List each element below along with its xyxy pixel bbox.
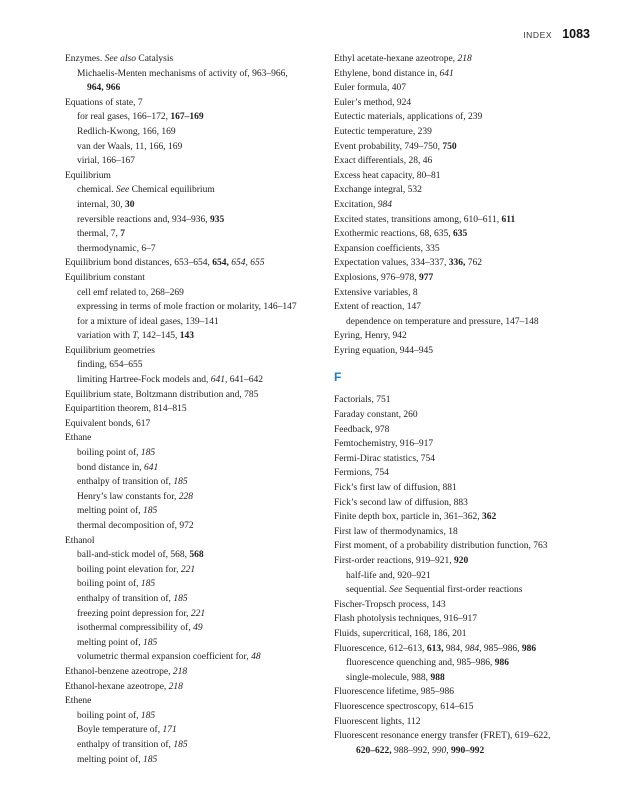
entry-text: single-molecule, 988, <box>346 672 431 683</box>
page-ref-bold: 362 <box>482 512 497 523</box>
entry-text: Fluorescence lifetime, 985–986 <box>334 687 455 698</box>
entry-text: Eyring, Henry, 942 <box>334 331 407 342</box>
index-subentry <box>65 67 330 82</box>
entry-text: enthalpy of transition of, <box>77 477 174 488</box>
entry-text: Expectation values, 334–337, <box>334 258 449 269</box>
entry-text: Euler formula, 407 <box>334 83 407 94</box>
index-entry <box>65 534 330 549</box>
page-ref-italic: 221 <box>190 608 206 619</box>
index-subentry <box>334 671 594 686</box>
index-subentry <box>334 583 594 598</box>
index-subentry <box>65 329 330 344</box>
index-subentry <box>65 709 330 724</box>
index-entry-continuation <box>334 744 594 759</box>
page-ref-italic: 49 <box>193 623 203 634</box>
index-entry <box>334 169 594 184</box>
index-subentry <box>65 621 330 636</box>
entry-text: Boyle temperature of, <box>77 725 163 736</box>
index-entry <box>334 627 594 642</box>
page-ref-italic: 171 <box>162 725 177 736</box>
entry-text: Ethanol <box>65 535 95 546</box>
page-ref-bold: 167–169 <box>170 112 204 123</box>
entry-text: Fluorescent lights, 112 <box>334 716 421 727</box>
index-entry <box>334 81 594 96</box>
page-ref-italic: 185 <box>173 739 188 750</box>
page-ref-bold: 611 <box>501 214 516 225</box>
entry-text: Faraday constant, 260 <box>334 410 418 421</box>
entry-text: boiling point of, <box>77 579 141 590</box>
page-ref-italic: See also <box>104 54 136 64</box>
running-header-label: INDEX <box>523 30 553 40</box>
entry-text: half-life and, 920–921 <box>346 570 431 581</box>
entry-text: thermodynamic, 6–7 <box>77 243 156 254</box>
index-entry <box>334 539 594 554</box>
page-ref-bold: 920 <box>454 556 469 566</box>
index-entry <box>334 110 594 125</box>
index-entry <box>65 271 330 286</box>
entry-text: Ethanol-hexane azeotrope, <box>65 681 169 692</box>
index-subentry <box>65 154 330 169</box>
index-column-left <box>65 52 330 767</box>
page-ref-italic: 984 <box>377 199 393 210</box>
entry-text: limiting Hartree-Fock models and, <box>77 375 211 386</box>
index-entry <box>65 169 330 184</box>
entry-text: Ethene <box>65 696 92 707</box>
index-subentry <box>65 592 330 607</box>
entry-text: First law of thermodynamics, 18 <box>334 526 458 537</box>
entry-text: 984, <box>443 643 465 654</box>
entry-text: Extensive variables, 8 <box>334 287 418 298</box>
entry-text: Catalysis <box>135 54 174 64</box>
index-subentry <box>65 227 330 242</box>
index-subentry <box>65 286 330 301</box>
index-entry <box>334 700 594 715</box>
index-entry <box>334 437 594 452</box>
page-ref-bold: 635 <box>452 229 468 240</box>
index-entry <box>334 612 594 627</box>
entry-text: Equilibrium state, Boltzmann distribution and, 785 <box>65 389 259 400</box>
page-ref-italic: 221 <box>180 564 196 575</box>
index-entry <box>334 271 594 286</box>
index-entry-continuation <box>65 81 330 96</box>
index-entry <box>334 242 594 257</box>
entry-text: Exchange integral, 532 <box>334 185 422 196</box>
entry-text: for real gases, 166–172, <box>77 112 171 123</box>
index-subentry <box>65 140 330 155</box>
entry-text: Michaelis-Menten mechanisms of activity of, 963–966, <box>77 68 288 79</box>
index-entry <box>334 510 594 525</box>
entry-text: Eutectic temperature, 239 <box>334 126 432 137</box>
entry-text: Fluorescence spectroscopy, 614–615 <box>334 701 474 712</box>
index-entry <box>334 715 594 730</box>
entry-text: Fick’s first law of diffusion, 881 <box>334 483 457 494</box>
entry-text: Ethane <box>65 433 92 444</box>
index-entry <box>334 183 594 198</box>
page-ref-italic: 641 <box>439 68 454 79</box>
entry-text: bond distance in, <box>77 462 145 473</box>
index-entry <box>334 481 594 496</box>
page-ref-italic: 185 <box>142 754 158 765</box>
entry-text: Equivalent bonds, 617 <box>65 418 151 429</box>
index-entry <box>65 680 330 695</box>
index-entry <box>334 329 594 344</box>
index-subentry <box>65 753 330 768</box>
entry-text: Expansion coefficients, 335 <box>334 243 440 254</box>
entry-text: Euler’s method, 924 <box>334 97 412 108</box>
page-ref-bold: 336, <box>448 258 466 269</box>
entry-text: 985–986, <box>481 643 522 654</box>
page-ref-bold: 986 <box>494 658 510 669</box>
page-ref-italic: 218 <box>172 666 188 677</box>
entry-text: internal, 30, <box>77 199 126 210</box>
entry-text: thermal decomposition of, 972 <box>77 521 194 531</box>
entry-text: 641–642 <box>227 375 264 386</box>
entry-text: Excess heat capacity, 80–81 <box>334 170 441 181</box>
index-subentry <box>65 110 330 125</box>
entry-text: van der Waals, 11, 166, 169 <box>77 141 183 152</box>
index-entry <box>334 256 594 271</box>
index-subentry <box>65 577 330 592</box>
entry-text: Sequential first-order reactions <box>402 585 523 596</box>
index-entry <box>65 52 330 67</box>
index-subentry <box>65 213 330 228</box>
page-ref-bold: 964, 966 <box>87 83 121 94</box>
entry-text: Fermi-Dirac statistics, 754 <box>334 453 436 464</box>
index-entry <box>334 598 594 613</box>
entry-text: expressing in terms of mole fraction or molarity, 146–147 <box>77 302 297 313</box>
page-ref-italic: 185 <box>140 710 156 721</box>
running-header <box>523 27 590 41</box>
entry-text: Flash photolysis techniques, 916–917 <box>334 614 478 625</box>
entry-text: reversible reactions and, 934–936, <box>77 214 210 225</box>
entry-text: virial, 166–167 <box>77 156 136 167</box>
page-ref-italic: T, <box>132 331 140 342</box>
index-entry <box>334 496 594 511</box>
index-subentry <box>65 607 330 622</box>
entry-text: Extent of reaction, 147 <box>334 302 422 313</box>
index-entry <box>334 642 594 657</box>
page-ref-italic: 185 <box>173 477 188 488</box>
index-subentry <box>65 490 330 505</box>
index-entry <box>334 125 594 140</box>
index-entry <box>65 256 330 271</box>
entry-text: Fermions, 754 <box>334 468 389 479</box>
index-entry <box>334 344 594 359</box>
index-entry <box>334 452 594 467</box>
index-entry <box>334 300 594 315</box>
page-ref-italic: See <box>116 185 130 196</box>
page-ref-italic: 185 <box>142 637 158 648</box>
entry-text: cell emf related to, 268–269 <box>77 287 184 298</box>
entry-text: freezing point depression for, <box>77 608 191 619</box>
page-ref-italic: 218 <box>457 54 472 64</box>
page-ref-bold: 30 <box>125 199 135 210</box>
entry-text: variation with <box>77 331 133 342</box>
index-subentry <box>65 519 330 534</box>
page-ref-italic: 185 <box>142 506 158 517</box>
page-ref-italic: 641 <box>144 462 159 473</box>
index-subentry <box>334 315 594 330</box>
index-subentry <box>65 183 330 198</box>
entry-text: for a mixture of ideal gases, 139–141 <box>77 316 219 327</box>
entry-text: First moment, of a probability distribution function, 763 <box>334 541 548 552</box>
page-ref-italic: 218 <box>168 681 183 692</box>
entry-text: thermal, 7, <box>77 229 121 240</box>
index-subentry <box>65 636 330 651</box>
index-subentry <box>65 738 330 753</box>
entry-text: isothermal compressibility of, <box>77 623 194 634</box>
entry-text: Eyring equation, 944–945 <box>334 345 433 356</box>
entry-text: Finite depth box, particle in, 361–362, <box>334 512 483 523</box>
entry-text: Fischer-Tropsch process, 143 <box>334 599 446 610</box>
entry-text: Fluorescence, 612–613, <box>334 643 427 654</box>
index-subentry <box>65 358 330 373</box>
section-letter-heading: F <box>334 370 342 385</box>
index-entry <box>65 431 330 446</box>
entry-text: Chemical equilibrium <box>129 185 215 196</box>
index-entry <box>65 388 330 403</box>
entry-text: Femtochemistry, 916–917 <box>334 439 434 450</box>
entry-text: dependence on temperature and pressure, 147–148 <box>346 316 539 327</box>
page-ref-italic: 641, <box>210 375 228 386</box>
entry-text: Equilibrium <box>65 170 111 181</box>
entry-text: Exact differentials, 28, 46 <box>334 156 433 167</box>
index-subentry <box>65 504 330 519</box>
page-ref-bold: 977 <box>418 272 434 283</box>
page-ref-italic: 990, <box>432 745 449 756</box>
entry-text: Redlich-Kwong, 166, 169 <box>77 126 176 137</box>
index-entry <box>65 417 330 432</box>
entry-text: Ethyl acetate-hexane azeotrope, <box>334 54 458 64</box>
page-ref-bold: 613, <box>426 643 444 654</box>
index-subentry <box>65 125 330 140</box>
index-subentry <box>65 373 330 388</box>
entry-text: volumetric thermal expansion coefficient for, <box>77 652 252 663</box>
entry-text: Excitation, <box>334 199 378 210</box>
page-ref-italic: 185 <box>173 593 188 604</box>
index-entry <box>334 423 594 438</box>
entry-text: Ethanol-benzene azeotrope, <box>65 666 173 677</box>
page-ref-bold: 7 <box>120 229 126 240</box>
entry-text: boiling point elevation for, <box>77 564 181 575</box>
index-entry <box>334 67 594 82</box>
entry-text: chemical. <box>77 185 117 196</box>
entry-text: Fluids, supercritical, 168, 186, 201 <box>334 628 467 639</box>
index-entry <box>334 685 594 700</box>
entry-text: Equilibrium constant <box>65 272 145 283</box>
page-ref-bold: 935 <box>209 214 225 225</box>
entry-text: melting point of, <box>77 506 143 517</box>
entry-text: melting point of, <box>77 637 143 648</box>
entry-text: Eutectic materials, applications of, 239 <box>334 112 483 123</box>
index-entry <box>65 402 330 417</box>
entry-text: 988–992, <box>391 745 432 756</box>
index-subentry <box>65 461 330 476</box>
index-entry <box>334 52 594 67</box>
index-entry <box>334 96 594 111</box>
entry-text: enthalpy of transition of, <box>77 593 174 604</box>
entry-text: enthalpy of transition of, <box>77 739 174 750</box>
entry-text: boiling point of, <box>77 448 141 459</box>
index-entry <box>334 154 594 169</box>
index-subentry <box>65 198 330 213</box>
index-entry <box>334 227 594 242</box>
page-ref-bold: 750 <box>442 141 457 152</box>
entry-text: Explosions, 976–978, <box>334 272 419 283</box>
entry-text: Equipartition theorem, 814–815 <box>65 404 187 415</box>
index-entry <box>334 286 594 301</box>
entry-text: Factorials, 751 <box>334 395 391 406</box>
page-ref-italic: 228 <box>178 491 193 502</box>
entry-text: Fluorescent resonance energy transfer (FRET), 619–622, <box>334 731 551 742</box>
index-entry <box>334 198 594 213</box>
page-ref-italic: 185 <box>140 579 156 590</box>
entry-text: Enzymes. <box>65 54 105 64</box>
index-column-right <box>334 52 594 758</box>
index-subentry <box>65 563 330 578</box>
page-ref-italic: See <box>389 585 403 596</box>
entry-text: Exothermic reactions, 68, 635, <box>334 229 453 240</box>
entry-text: 142–145, <box>139 331 180 342</box>
index-entry <box>65 344 330 359</box>
entry-text: Fick’s second law of diffusion, 883 <box>334 497 468 508</box>
index-entry <box>334 466 594 481</box>
entry-text: Ethylene, bond distance in, <box>334 68 440 79</box>
entry-text: Equilibrium geometries <box>65 345 155 356</box>
index-subentry <box>65 548 330 563</box>
entry-text: Excited states, transitions among, 610–611, <box>334 214 502 225</box>
page-ref-bold: 143 <box>179 331 194 342</box>
page-ref-bold: 986 <box>521 643 537 654</box>
index-entry <box>65 96 330 111</box>
entry-text: First-order reactions, 919–921, <box>334 556 455 566</box>
page-ref-italic: 654, 655 <box>231 258 265 269</box>
index-entry <box>334 213 594 228</box>
page-ref-italic: 185 <box>140 448 156 459</box>
page-ref-bold: 990–992 <box>451 745 485 756</box>
entry-text: ball-and-stick model of, 568, <box>77 550 190 561</box>
index-subentry <box>65 300 330 315</box>
index-subentry <box>334 569 594 584</box>
page-ref-bold: 620–622, <box>356 745 392 756</box>
index-entry <box>334 525 594 540</box>
page-ref-bold: 654, <box>212 258 229 269</box>
entry-text: fluorescence quenching and, 985–986, <box>346 658 495 669</box>
index-subentry <box>65 446 330 461</box>
page-ref-italic: 48 <box>251 652 261 663</box>
page-number: 1083 <box>562 27 590 41</box>
index-subentry <box>65 723 330 738</box>
index-subentry <box>334 656 594 671</box>
index-entry <box>334 729 594 744</box>
index-entry <box>65 694 330 709</box>
index-entry <box>334 140 594 155</box>
page-ref-bold: 568 <box>189 550 204 561</box>
entry-text: boiling point of, <box>77 710 141 721</box>
index-subentry <box>65 315 330 330</box>
entry-text: Event probability, 749–750, <box>334 141 443 152</box>
entry-text: Henry’s law constants for, <box>77 491 179 502</box>
index-entry <box>65 665 330 680</box>
index-entry <box>334 393 594 408</box>
index-subentry <box>65 650 330 665</box>
index-entry <box>334 554 594 569</box>
entry-text: sequential. <box>346 585 390 596</box>
entry-text: melting point of, <box>77 754 143 765</box>
page-ref-italic: 984, <box>464 643 482 654</box>
index-subentry <box>65 475 330 490</box>
entry-text: finding, 654–655 <box>77 360 143 371</box>
entry-text: Equations of state, 7 <box>65 97 143 108</box>
entry-text: Equilibrium bond distances, 653–654, <box>65 258 213 269</box>
index-subentry <box>65 242 330 257</box>
page-ref-bold: 988 <box>430 672 445 683</box>
index-entry <box>334 408 594 423</box>
entry-text: Feedback, 978 <box>334 424 390 435</box>
entry-text: 762 <box>465 258 483 269</box>
